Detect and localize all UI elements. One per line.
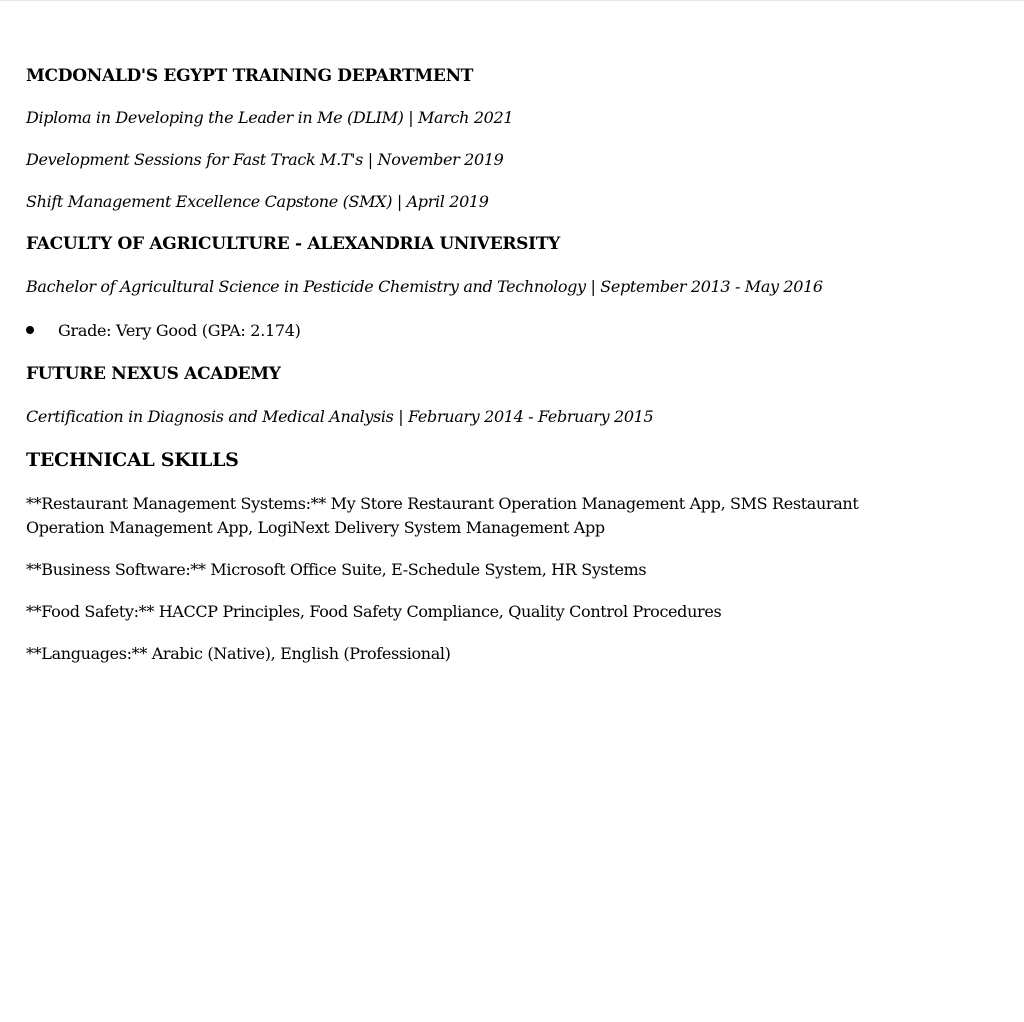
training-entry: Development Sessions for Fast Track M.T's | November 2019 <box>26 150 504 169</box>
technical-skills-heading: TECHNICAL SKILLS <box>26 449 239 471</box>
training-entry: Shift Management Excellence Capstone (SMX) | April 2019 <box>26 192 489 211</box>
skill-business-software: **Business Software:** Microsoft Office Suite, E-Schedule System, HR Systems <box>26 560 647 579</box>
top-border <box>0 0 1024 1</box>
certification-entry: Certification in Diagnosis and Medical Analysis | February 2014 - February 2015 <box>26 407 654 426</box>
institution-heading-alexandria: FACULTY OF AGRICULTURE - ALEXANDRIA UNIVERSITY <box>26 234 561 254</box>
institution-heading-mcdonalds: MCDONALD'S EGYPT TRAINING DEPARTMENT <box>26 66 474 86</box>
bullet-icon <box>26 326 34 334</box>
skill-restaurant-systems: **Restaurant Management Systems:** My Store Restaurant Operation Management App, SMS Restaurant Operation Management App, LogiNext Delivery System Management App <box>26 494 859 537</box>
grade-text: Grade: Very Good (GPA: 2.174) <box>58 321 301 340</box>
degree-entry: Bachelor of Agricultural Science in Pesticide Chemistry and Technology | September 2013 - May 2016 <box>26 277 823 296</box>
skill-languages: **Languages:** Arabic (Native), English (Professional) <box>26 644 451 663</box>
institution-heading-future-nexus: FUTURE NEXUS ACADEMY <box>26 364 281 384</box>
skill-food-safety: **Food Safety:** HACCP Principles, Food Safety Compliance, Quality Control Procedures <box>26 602 722 621</box>
training-entry: Diploma in Developing the Leader in Me (DLIM) | March 2021 <box>26 108 514 127</box>
